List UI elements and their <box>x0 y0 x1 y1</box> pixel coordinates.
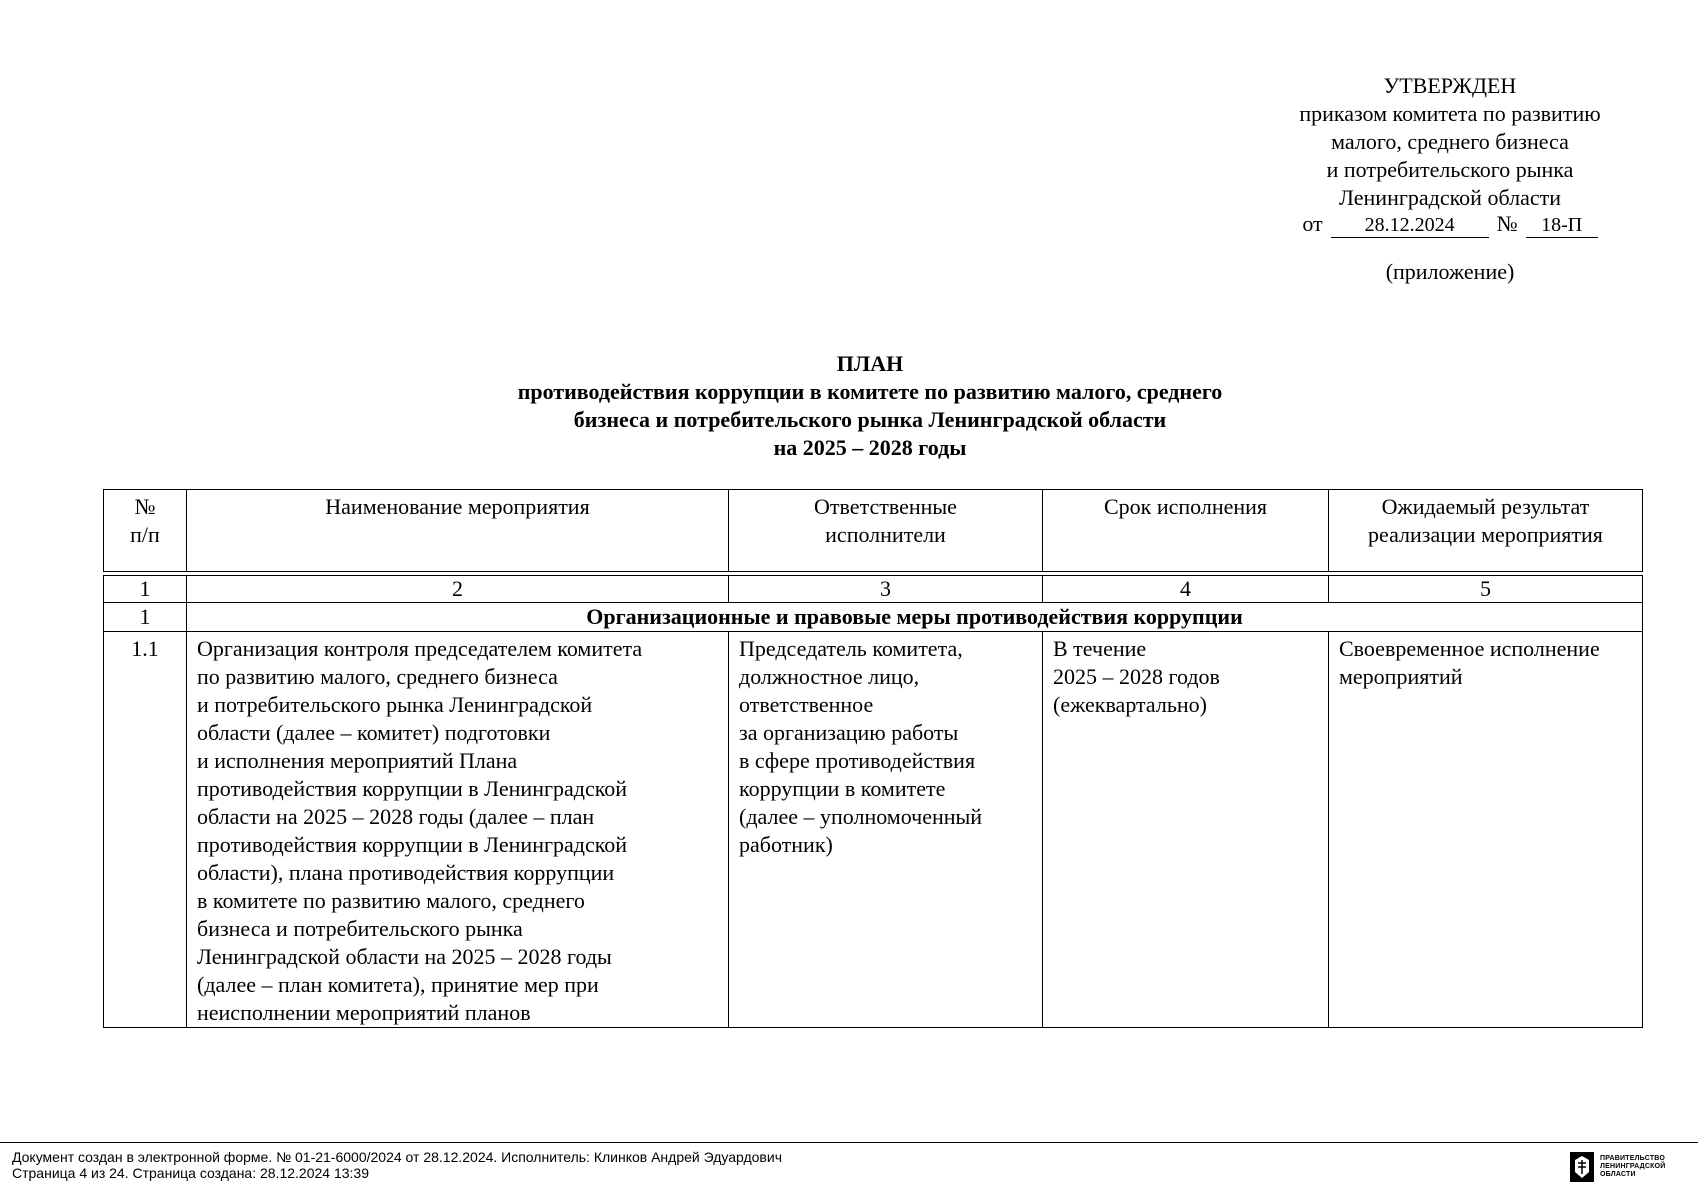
header-responsible: Ответственные исполнители <box>729 490 1043 572</box>
order-number: 18-П <box>1526 213 1598 238</box>
section-row <box>104 603 1643 632</box>
government-logo <box>1570 1152 1665 1182</box>
plan-table <box>103 489 1643 1028</box>
section-title: Организационные и правовые меры противодействия коррупции <box>187 603 1643 632</box>
column-number: 1 <box>104 576 187 603</box>
title-line-1: ПЛАН <box>836 351 904 376</box>
footer-divider <box>0 1142 1698 1143</box>
section-number: 1 <box>104 603 187 632</box>
title-line-2: противодействия коррупции в комитете по развитию малого, среднего <box>517 379 1223 404</box>
header-name: Наименование мероприятия <box>187 490 729 572</box>
header-number: № п/п <box>104 490 187 572</box>
org-name: ПРАВИТЕЛЬСТВО ЛЕНИНГРАДСКОЙ ОБЛАСТИ <box>1600 1155 1666 1178</box>
approval-line-3: и потребительского рынка <box>1326 157 1574 182</box>
header-result: Ожидаемый результат реализации мероприятия <box>1329 490 1643 572</box>
row-responsible: Председатель комитета, должностное лицо, ответственное за организацию работы в сфере противодействия коррупции в комитете (далее – уполномоченный работник) <box>729 632 1043 1028</box>
from-label: от <box>1302 211 1323 236</box>
approval-line-2: малого, среднего бизнеса <box>1331 129 1569 154</box>
approval-stamp <box>1260 72 1640 286</box>
row-number: 1.1 <box>104 632 187 1028</box>
approval-line-4: Ленинградской области <box>1339 185 1561 210</box>
header-deadline: Срок исполнения <box>1043 490 1329 572</box>
column-number: 4 <box>1043 576 1329 603</box>
approval-heading: УТВЕРЖДЕН <box>1383 73 1517 98</box>
column-number: 3 <box>729 576 1043 603</box>
appendix-label: (приложение) <box>1385 259 1515 284</box>
title-line-4: на 2025 – 2028 годы <box>773 435 967 460</box>
title-line-3: бизнеса и потребительского рынка Ленинградской области <box>573 407 1167 432</box>
footer-line-2: Страница 4 из 24. Страница создана: 28.12.2024 13:39 <box>12 1165 369 1181</box>
table-row <box>104 632 1643 1028</box>
row-result: Своевременное исполнение мероприятий <box>1329 632 1643 1028</box>
footer-line-1: Документ создан в электронной форме. № 01-21-6000/2024 от 28.12.2024. Исполнитель: Клинков Андрей Эдуардович <box>12 1149 782 1165</box>
row-name: Организация контроля председателем комитета по развитию малого, среднего бизнеса и потребительского рынка Ленинградской области (далее – комитет) подготовки и исполнения мероприятий Плана противодействия коррупции в Ленинградской области на 2025 – 2028 годы (далее – план противодействия коррупции в Ленинградской области), плана противодействия коррупции в комитете по развитию малого, среднего бизнеса и потребительского рынка Ленинградской области на 2025 – 2028 годы (далее – план комитета), принятие мер при неисполнении мероприятий планов <box>187 632 729 1028</box>
approval-line-1: приказом комитета по развитию <box>1299 101 1601 126</box>
footer-info <box>12 1149 782 1181</box>
coat-of-arms-icon <box>1570 1152 1594 1182</box>
column-number: 2 <box>187 576 729 603</box>
order-line <box>1260 210 1640 238</box>
document-title <box>380 350 1360 462</box>
row-deadline: В течение 2025 – 2028 годов (ежеквартально) <box>1043 632 1329 1028</box>
order-date: 28.12.2024 <box>1331 213 1489 238</box>
number-label: № <box>1496 211 1518 236</box>
column-number: 5 <box>1329 576 1643 603</box>
column-numbers-row <box>104 576 1643 603</box>
table-header-row <box>104 490 1643 572</box>
